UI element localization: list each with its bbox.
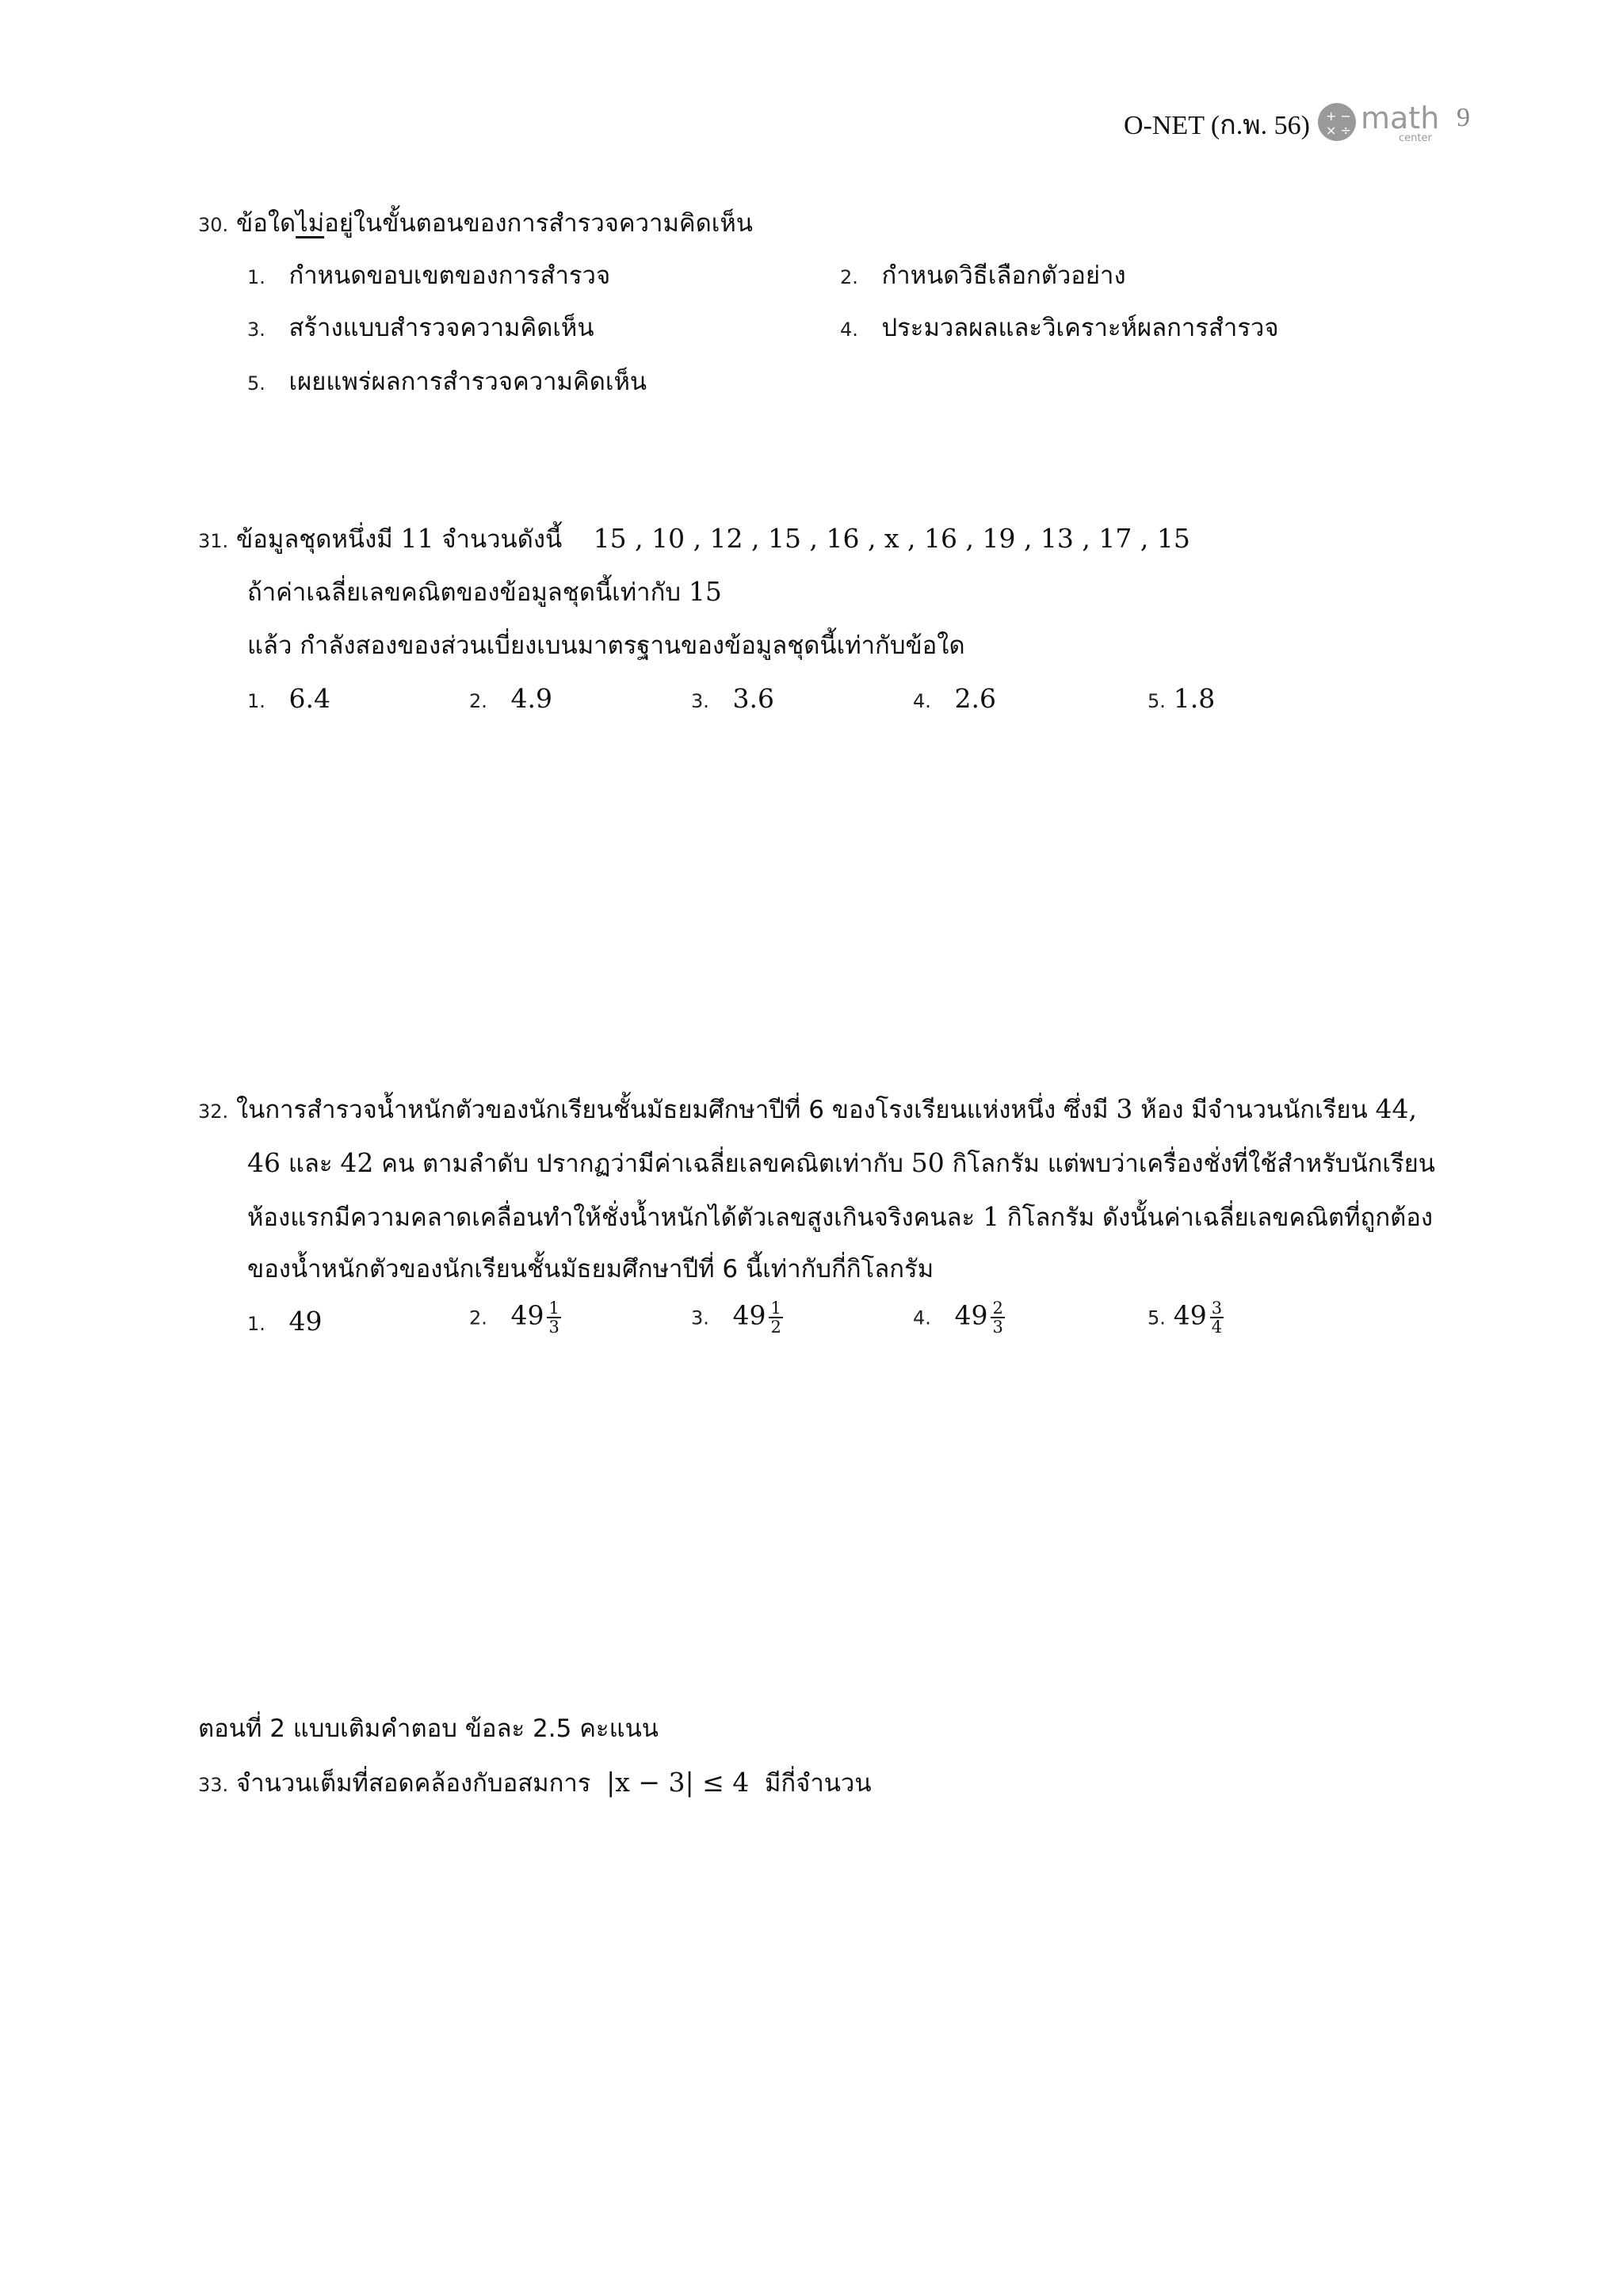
q32-option-2: 2. 49 $\frac{1}{3}$ bbox=[469, 1299, 559, 1337]
q31-stem-line1: 31. ข้อมูลชุดหนึ่งมี 11 จำนวนดังนี้ 15 , 10 , 12 , 15 , 16 , x , 16 , 19 , 13 , 17 , 15 bbox=[198, 523, 1190, 554]
q32-stem-line1: 32. ในการสำรวจน้ำหนักตัวของนักเรียนชั้นมัธยมศึกษาปีที่ 6 ของโรงเรียนแห่งหนึ่ง ซึ่งมี 3 ห้อง มีจำนวนนักเรียน 44, bbox=[198, 1093, 1418, 1124]
logo-sub-text: center bbox=[1399, 132, 1432, 143]
q31-stem-line3: แล้ว กำลังสองของส่วนเบี่ยงเบนมาตรฐานของข้อมูลชุดนี้เท่ากับข้อใด bbox=[247, 631, 965, 660]
q32-stem-line4: ของน้ำหนักตัวของนักเรียนชั้นมัธยมศึกษาปีที่ 6 นี้เท่ากับกี่กิโลกรัม bbox=[247, 1255, 934, 1283]
q32-option-1: 1. 49 bbox=[247, 1306, 323, 1337]
q32-stem-line2: 46 และ 42 คน ตามลำดับ ปรากฏว่ามีค่าเฉลี่ยเลขคณิตเท่ากับ 50 กิโลกรัม แต่พบว่าเครื่องชั่งที่ใช้สำหรับนักเรียน bbox=[247, 1147, 1435, 1178]
q32-stem-line3: ห้องแรกมีความคลาดเคลื่อนทำให้ชั่งน้ำหนักได้ตัวเลขสูงเกินจริงคนละ 1 กิโลกรัม ดังนั้นค่าเฉลี่ยเลขคณิตที่ถูกต้อง bbox=[247, 1201, 1433, 1232]
page-number: 9 bbox=[1457, 103, 1470, 132]
q31-option-5: 5. 1.8 bbox=[1148, 683, 1216, 714]
q33-inequality: |x − 3| ≤ 4 bbox=[606, 1767, 750, 1798]
fraction: $\frac{3}{4}$ bbox=[1211, 1299, 1223, 1337]
q31-data: 15 , 10 , 12 , 15 , 16 , x , 16 , 19 , 13 , 17 , 15 bbox=[593, 523, 1190, 554]
q30-option-2: 2. กำหนดวิธีเลือกตัวอย่าง bbox=[840, 261, 1126, 290]
q30-underline: ไม่ bbox=[296, 209, 325, 238]
fraction: $\frac{1}{2}$ bbox=[770, 1299, 781, 1337]
q30-number: 30. bbox=[198, 214, 229, 236]
fraction: $\frac{1}{3}$ bbox=[548, 1299, 559, 1337]
q31-number: 31. bbox=[198, 530, 229, 552]
q32-option-4: 4. 49 $\frac{2}{3}$ bbox=[913, 1299, 1003, 1337]
exam-date: (ก.พ. 56) bbox=[1210, 111, 1311, 140]
q30-option-4: 4. ประมวลผลและวิเคราะห์ผลการสำรวจ bbox=[840, 314, 1279, 342]
q31-option-3: 3. 3.6 bbox=[691, 683, 774, 714]
q32-option-3: 3. 49 $\frac{1}{2}$ bbox=[691, 1299, 781, 1337]
q33-stem: 33. จำนวนเต็มที่สอดคล้องกับอสมการ |x − 3| ≤ 4 มีกี่จำนวน bbox=[198, 1767, 872, 1798]
q31-stem-line2: ถ้าค่าเฉลี่ยเลขคณิตของข้อมูลชุดนี้เท่ากับ 15 bbox=[247, 576, 722, 607]
q31-option-4: 4. 2.6 bbox=[913, 683, 996, 714]
q33-number: 33. bbox=[198, 1774, 229, 1796]
q32-number: 32. bbox=[198, 1100, 229, 1123]
math-center-logo bbox=[1316, 101, 1456, 146]
logo-main-text: math bbox=[1361, 101, 1440, 135]
q31-option-1: 1. 6.4 bbox=[247, 683, 330, 714]
exam-name: O-NET bbox=[1124, 111, 1205, 140]
q30-stem: 30. ข้อใดไม่อยู่ในขั้นตอนของการสำรวจความคิดเห็น bbox=[198, 209, 753, 238]
svg-text:× ÷: × ÷ bbox=[1326, 123, 1351, 138]
header-exam bbox=[1124, 103, 1310, 146]
q30-option-3: 3. สร้างแบบสำรวจความคิดเห็น bbox=[247, 314, 594, 342]
part2-title: ตอนที่ 2 แบบเติมคำตอบ ข้อละ 2.5 คะแนน bbox=[198, 1714, 659, 1743]
q30-option-5: 5. เผยแพร่ผลการสำรวจความคิดเห็น bbox=[247, 368, 647, 396]
q30-option-1: 1. กำหนดขอบเขตของการสำรวจ bbox=[247, 261, 611, 290]
svg-text:+ −: + − bbox=[1326, 109, 1351, 124]
q31-option-2: 2. 4.9 bbox=[469, 683, 552, 714]
fraction: $\frac{2}{3}$ bbox=[992, 1299, 1003, 1337]
q32-option-5: 5. 49 $\frac{3}{4}$ bbox=[1148, 1299, 1223, 1337]
